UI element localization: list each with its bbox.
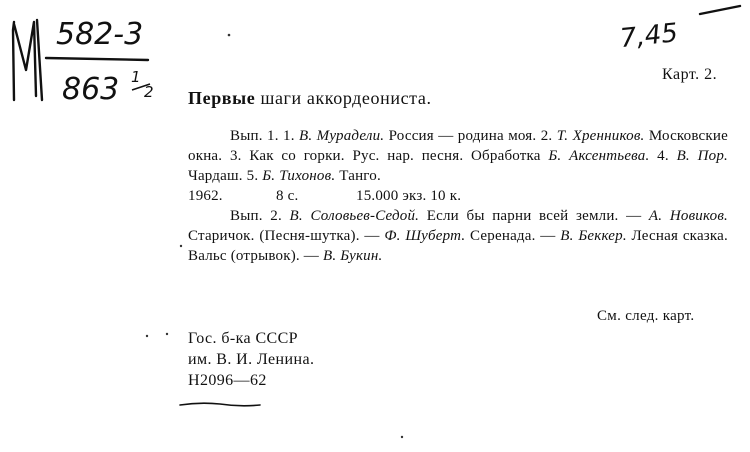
issue-2: Вып. 2. В. Соловьев-Седой. Если бы парни всей земли. — А. Новиков. Старичок. (Песня-шутка). — Ф. Шуберт. Серенада. — В. Беккер. Лесная сказка. Вальс (отрывок). — В. Букин. (188, 208, 728, 264)
imprint-pages: 8 с. (276, 188, 299, 204)
shelf-number-bottom: 863 (62, 72, 120, 107)
library-line-3: Н2096—62 (188, 372, 267, 389)
svg-text:2: 2 (144, 83, 154, 101)
book-title (188, 88, 432, 109)
see-next-card: См. след. карт. (597, 308, 695, 324)
imprint-line (188, 186, 728, 206)
underline-squiggle (180, 403, 260, 406)
imprint-year: 1962. (188, 188, 223, 204)
fraction-bar (46, 58, 148, 60)
shelf-letter-m (13, 20, 42, 100)
price-handwritten: 7,45 (618, 18, 680, 55)
issue-1: Вып. 1. 1. В. Мурадели. Россия — родина моя. 2. Т. Хренников. Московские окна. 3. Как со горки. Рус. нар. песня. Обработка Б. Аксентьева. 4. В. Пор. Чардаш. 5. Б. Тихонов. Танго. (188, 128, 728, 184)
library-line-1: Гос. б-ка СССР (188, 330, 298, 347)
title-rest: шаги аккордеониста. (260, 88, 432, 108)
price-stroke (700, 6, 740, 14)
library-stamp (188, 328, 314, 391)
imprint-copies: 15.000 экз. 10 к. (356, 188, 462, 204)
fraction-half: 1 (131, 68, 141, 86)
shelf-number-top: 582-3 (56, 17, 144, 52)
card-number: Карт. 2. (662, 66, 718, 83)
card-body (188, 126, 728, 266)
title-bold-word: Первые (188, 88, 256, 108)
library-line-2: им. В. И. Ленина. (188, 351, 315, 368)
